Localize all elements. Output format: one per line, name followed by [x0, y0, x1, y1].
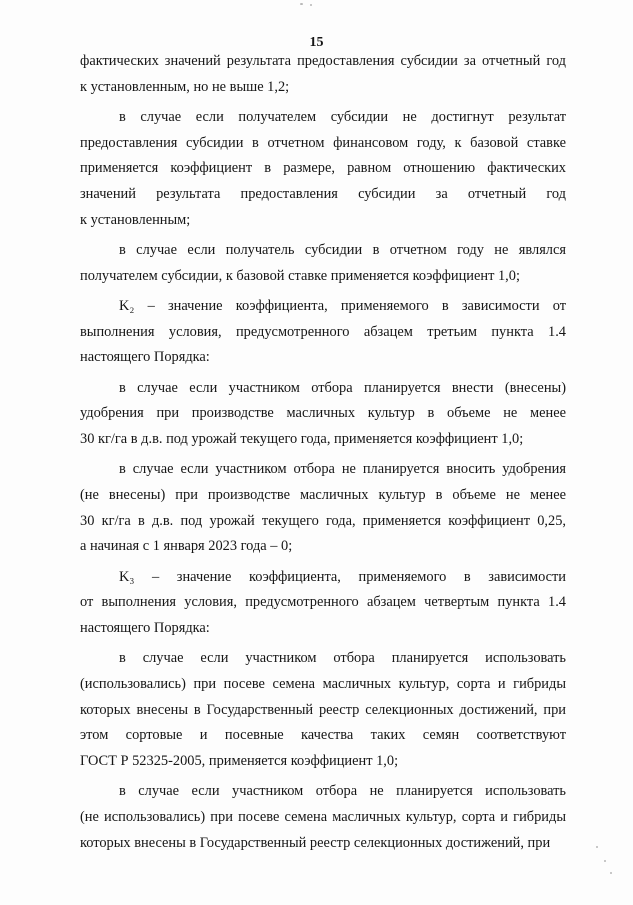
text-line: настоящего Порядка: — [80, 620, 210, 636]
text-line: (не внесены) при производстве масличных культур в объеме не менее — [80, 486, 566, 503]
text-line: в случае если участником отбора не планируется использовать — [119, 783, 566, 800]
text-line: в случае если участником отбора планируется внести (внесены) — [119, 379, 566, 396]
document-body — [80, 49, 566, 856]
text-line: ГОСТ Р 52325-2005, применяется коэффициент 1,0; — [80, 753, 399, 770]
text-line: в случае если участником отбора планируется использовать — [119, 650, 566, 667]
text-line: 30 кг/га в д.в. под урожай текущего года, применяется коэффициент 1,0; — [80, 431, 524, 447]
paragraph — [80, 105, 566, 233]
text-line: предоставления субсидии в отчетном финансовом году, к базовой ставке — [80, 134, 566, 151]
text-line: которых внесены в Государственный реестр селекционных достижений, при — [80, 834, 551, 851]
page-number: 15 — [309, 35, 324, 50]
text-line: этом сортовые и посевные качества таких семян соответствуют — [80, 727, 566, 744]
text-line: получателем субсидии, к базовой ставке применяется коэффициент 1,0; — [80, 267, 520, 284]
text-line: выполнения условия, предусмотренного абзацем третьим пункта 1.4 — [80, 323, 566, 340]
text-line: (использовались) при посеве семена масличных культур, сорта и гибриды — [80, 675, 566, 692]
paragraph — [80, 646, 566, 774]
scan-speck — [310, 4, 312, 6]
scan-speck — [610, 872, 612, 874]
text-line: значений результата предоставления субсидии за отчетный год — [80, 186, 566, 203]
paragraph — [80, 779, 566, 856]
text-line: применяется коэффициент в размере, равном отношению фактических — [80, 160, 566, 177]
text-line: в случае если участником отбора не планируется вносить удобрения — [119, 461, 566, 478]
text-line: к установленным; — [80, 211, 191, 228]
paragraph — [80, 238, 566, 289]
scan-speck — [604, 860, 606, 862]
text-line: K₂ – значение коэффициента, применяемого в зависимости от — [119, 297, 566, 314]
paragraph — [80, 294, 566, 371]
scan-speck — [300, 3, 303, 5]
text-line: 30 кг/га в д.в. под урожай текущего года, применяется коэффициент 0,25, — [80, 512, 566, 529]
text-line: а начиная с 1 января 2023 года – 0; — [80, 538, 293, 555]
paragraph — [80, 376, 566, 453]
paragraph — [80, 457, 566, 560]
paragraph — [80, 49, 566, 100]
text-line: удобрения при производстве масличных культур в объеме не менее — [80, 405, 566, 422]
text-line: настоящего Порядка: — [80, 349, 210, 366]
text-line: (не использовались) при посеве семена масличных культур, сорта и гибриды — [80, 809, 566, 825]
text-line: фактических значений результата предоставления субсидии за отчетный год — [80, 53, 566, 69]
paragraph — [80, 565, 566, 642]
text-line: которых внесены в Государственный реестр селекционных достижений, при — [80, 701, 566, 718]
scan-speck — [596, 846, 598, 848]
text-line: в случае если получателем субсидии не достигнут результат — [119, 108, 566, 125]
text-line: в случае если получатель субсидии в отчетном году не являлся — [119, 242, 566, 258]
text-line: к установленным, но не выше 1,2; — [80, 78, 290, 95]
text-line: от выполнения условия, предусмотренного абзацем четвертым пункта 1.4 — [80, 594, 566, 611]
text-line: K₃ – значение коэффициента, применяемого в зависимости — [119, 568, 566, 585]
